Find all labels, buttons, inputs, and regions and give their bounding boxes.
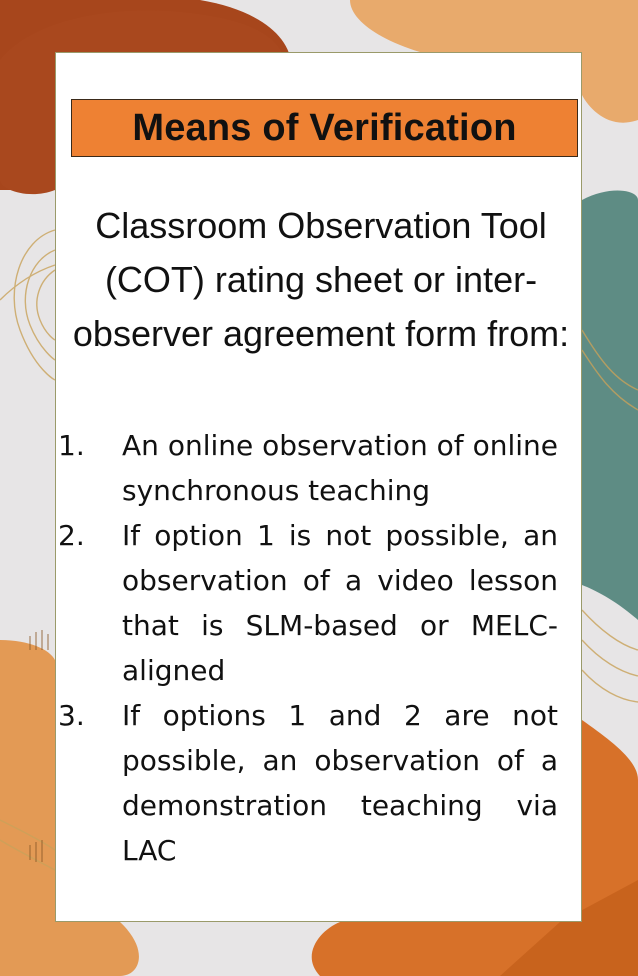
list-item-number: 1. bbox=[58, 429, 85, 462]
page-title: Means of Verification bbox=[132, 106, 517, 149]
list-item bbox=[58, 693, 558, 873]
list-item bbox=[58, 423, 558, 513]
list-item-text: An online observation of online synchronous teaching bbox=[122, 429, 558, 507]
verification-list bbox=[58, 423, 558, 873]
lead-paragraph: Classroom Observation Tool (COT) rating sheet or inter-observer agreement form from: bbox=[72, 205, 570, 354]
list-item-number: 3. bbox=[58, 699, 85, 732]
list-item-text: If options 1 and 2 are not possible, an observation of a demonstration teaching via LAC bbox=[122, 699, 558, 867]
content-card bbox=[55, 52, 582, 922]
list-item bbox=[58, 513, 558, 693]
list-item-text: If option 1 is not possible, an observation of a video lesson that is SLM-based or MELC-aligned bbox=[122, 519, 558, 687]
list-item-number: 2. bbox=[58, 519, 85, 552]
title-bar bbox=[71, 99, 578, 157]
